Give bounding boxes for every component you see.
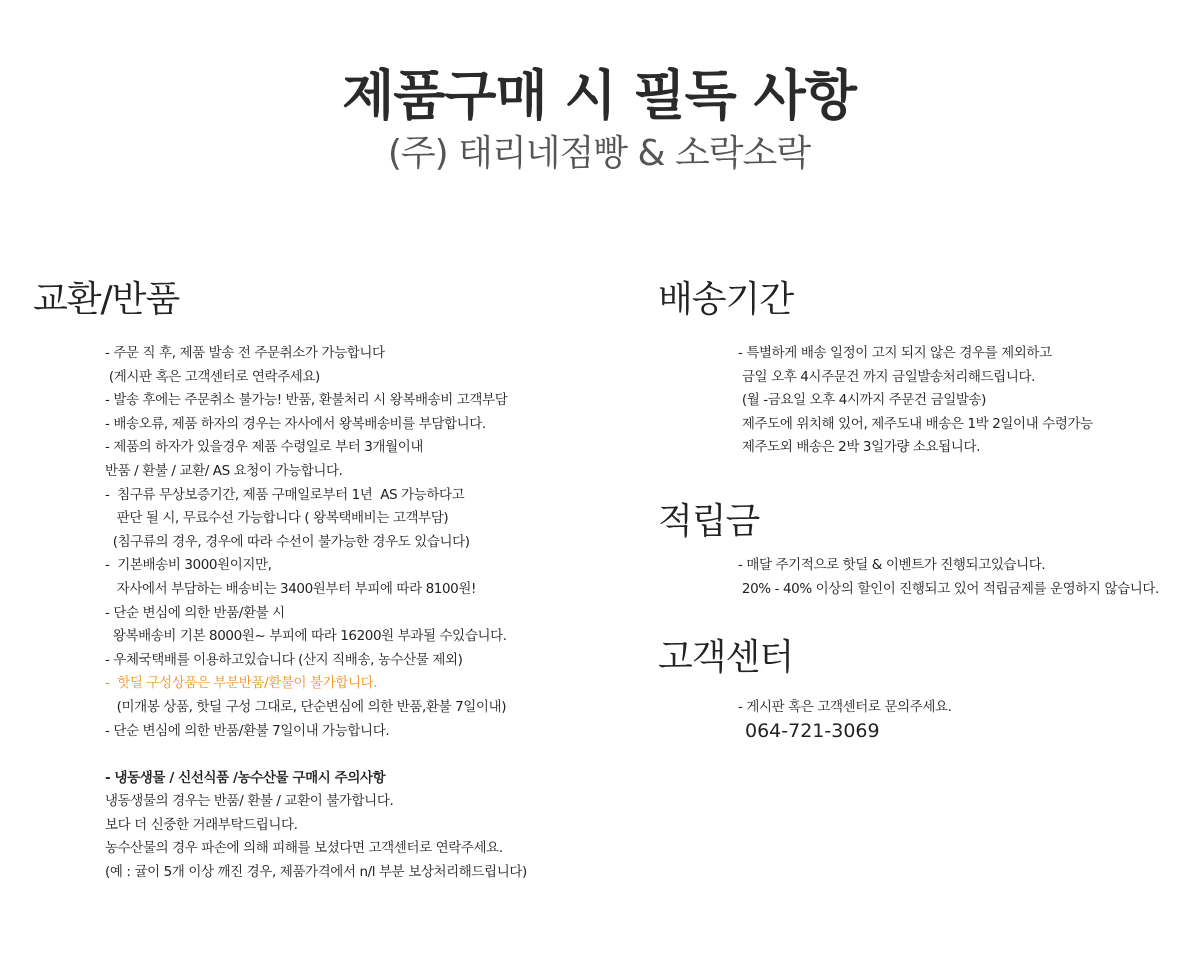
exchange-heading: 교환/반품 [33, 279, 180, 320]
points-policy-line: 20% - 40% 이상의 할인이 진행되고 있어 적립금제를 운영하지 않습니다. [738, 580, 1159, 597]
exchange-policy-line: - 단순 변심에 의한 반품/환불 7일이내 가능합니다. [105, 722, 390, 739]
exchange-policy-line: - 발송 후에는 주문취소 불가능! 반품, 환불처리 시 왕복배송비 고객부담 [105, 392, 508, 409]
exchange-policy-line: - 침구류 무상보증기간, 제품 구매일로부터 1년 AS 가능하다고 [105, 486, 465, 503]
points-policy-line: - 매달 주기적으로 핫딜 & 이벤트가 진행되고있습니다. [738, 557, 1046, 573]
shipping-policy-line: 제주도외 배송은 2박 3일가량 소요됩니다. [738, 439, 980, 456]
exchange-policy-line: 왕복배송비 기본 8000원~ 부피에 따라 16200원 부과될 수있습니다. [105, 628, 507, 645]
company-subtitle: (주) 태리네점빵 & 소락소락 [387, 133, 811, 174]
shipping-policy-line: - 특별하게 배송 일정이 고지 되지 않은 경우를 제외하고 [738, 345, 1052, 361]
points-policy-list [738, 554, 1159, 601]
exchange-policy-line: - 냉동생물 / 신선식품 /농수산물 구매시 주의사항 [105, 769, 386, 786]
exchange-policy-line: - 단순 변심에 의한 반품/환불 시 [105, 604, 285, 621]
page-title: 제품구매 시 필독 사항 [342, 64, 856, 127]
exchange-policy-line: (예 : 귤이 5개 이상 깨진 경우, 제품가격에서 n/l 부분 보상처리해드립니다) [105, 864, 527, 881]
exchange-policy-line: (침구류의 경우, 경우에 따라 수선이 불가능한 경우도 있습니다) [105, 533, 470, 550]
shipping-policy-line: 금일 오후 4시주문건 까지 금일발송처리해드립니다. [738, 368, 1035, 385]
shipping-policy-line: (월 -금요일 오후 4시까지 주문건 금일발송) [738, 392, 986, 409]
exchange-policy-line: 판단 될 시, 무료수선 가능합니다 ( 왕복택배비는 고객부담) [105, 510, 449, 527]
shipping-heading: 배송기간 [658, 279, 794, 320]
exchange-policy-line: (미개봉 상품, 핫딜 구성 그대로, 단순변심에 의한 반품,환불 7일이내) [105, 698, 507, 715]
exchange-policy-line: - 배송오류, 제품 하자의 경우는 자사에서 왕복배송비를 부담합니다. [105, 415, 486, 432]
exchange-policy-line [105, 743, 527, 767]
exchange-policy-list [105, 342, 527, 885]
support-info-list [738, 696, 952, 720]
exchange-policy-line: - 주문 직 후, 제품 발송 전 주문취소가 가능합니다 [105, 345, 385, 361]
support-heading: 고객센터 [658, 637, 794, 678]
support-phone-number: 064-721-3069 [745, 720, 880, 742]
shipping-policy-line: 제주도에 위치해 있어, 제주도내 배송은 1박 2일이내 수령가능 [738, 415, 1093, 432]
exchange-policy-line: (게시판 혹은 고객센터로 연락주세요) [105, 368, 320, 385]
support-info-line: - 게시판 혹은 고객센터로 문의주세요. [738, 699, 952, 715]
exchange-policy-line: - 핫딜 구성상품은 부분반품/환불이 불가합니다. [105, 675, 378, 692]
exchange-policy-line: - 기본배송비 3000원이지만, [105, 557, 272, 574]
points-heading: 적립금 [658, 501, 760, 542]
exchange-policy-line: 농수산물의 경우 파손에 의해 피해를 보셨다면 고객센터로 연락주세요. [105, 840, 503, 857]
exchange-policy-line: 냉동생물의 경우는 반품/ 환불 / 교환이 불가합니다. [105, 793, 394, 810]
shipping-policy-list [738, 342, 1093, 460]
exchange-policy-line: 보다 더 신중한 거래부탁드립니다. [105, 816, 298, 833]
exchange-policy-line: 자사에서 부담하는 배송비는 3400원부터 부피에 따라 8100원! [105, 580, 477, 597]
exchange-policy-line: - 제품의 하자가 있을경우 제품 수령일로 부터 3개월이내 [105, 439, 424, 456]
exchange-policy-line: 반품 / 환불 / 교환/ AS 요청이 가능합니다. [105, 462, 343, 479]
exchange-policy-line: - 우체국택배를 이용하고있습니다 (산지 직배송, 농수산물 제외) [105, 651, 463, 668]
